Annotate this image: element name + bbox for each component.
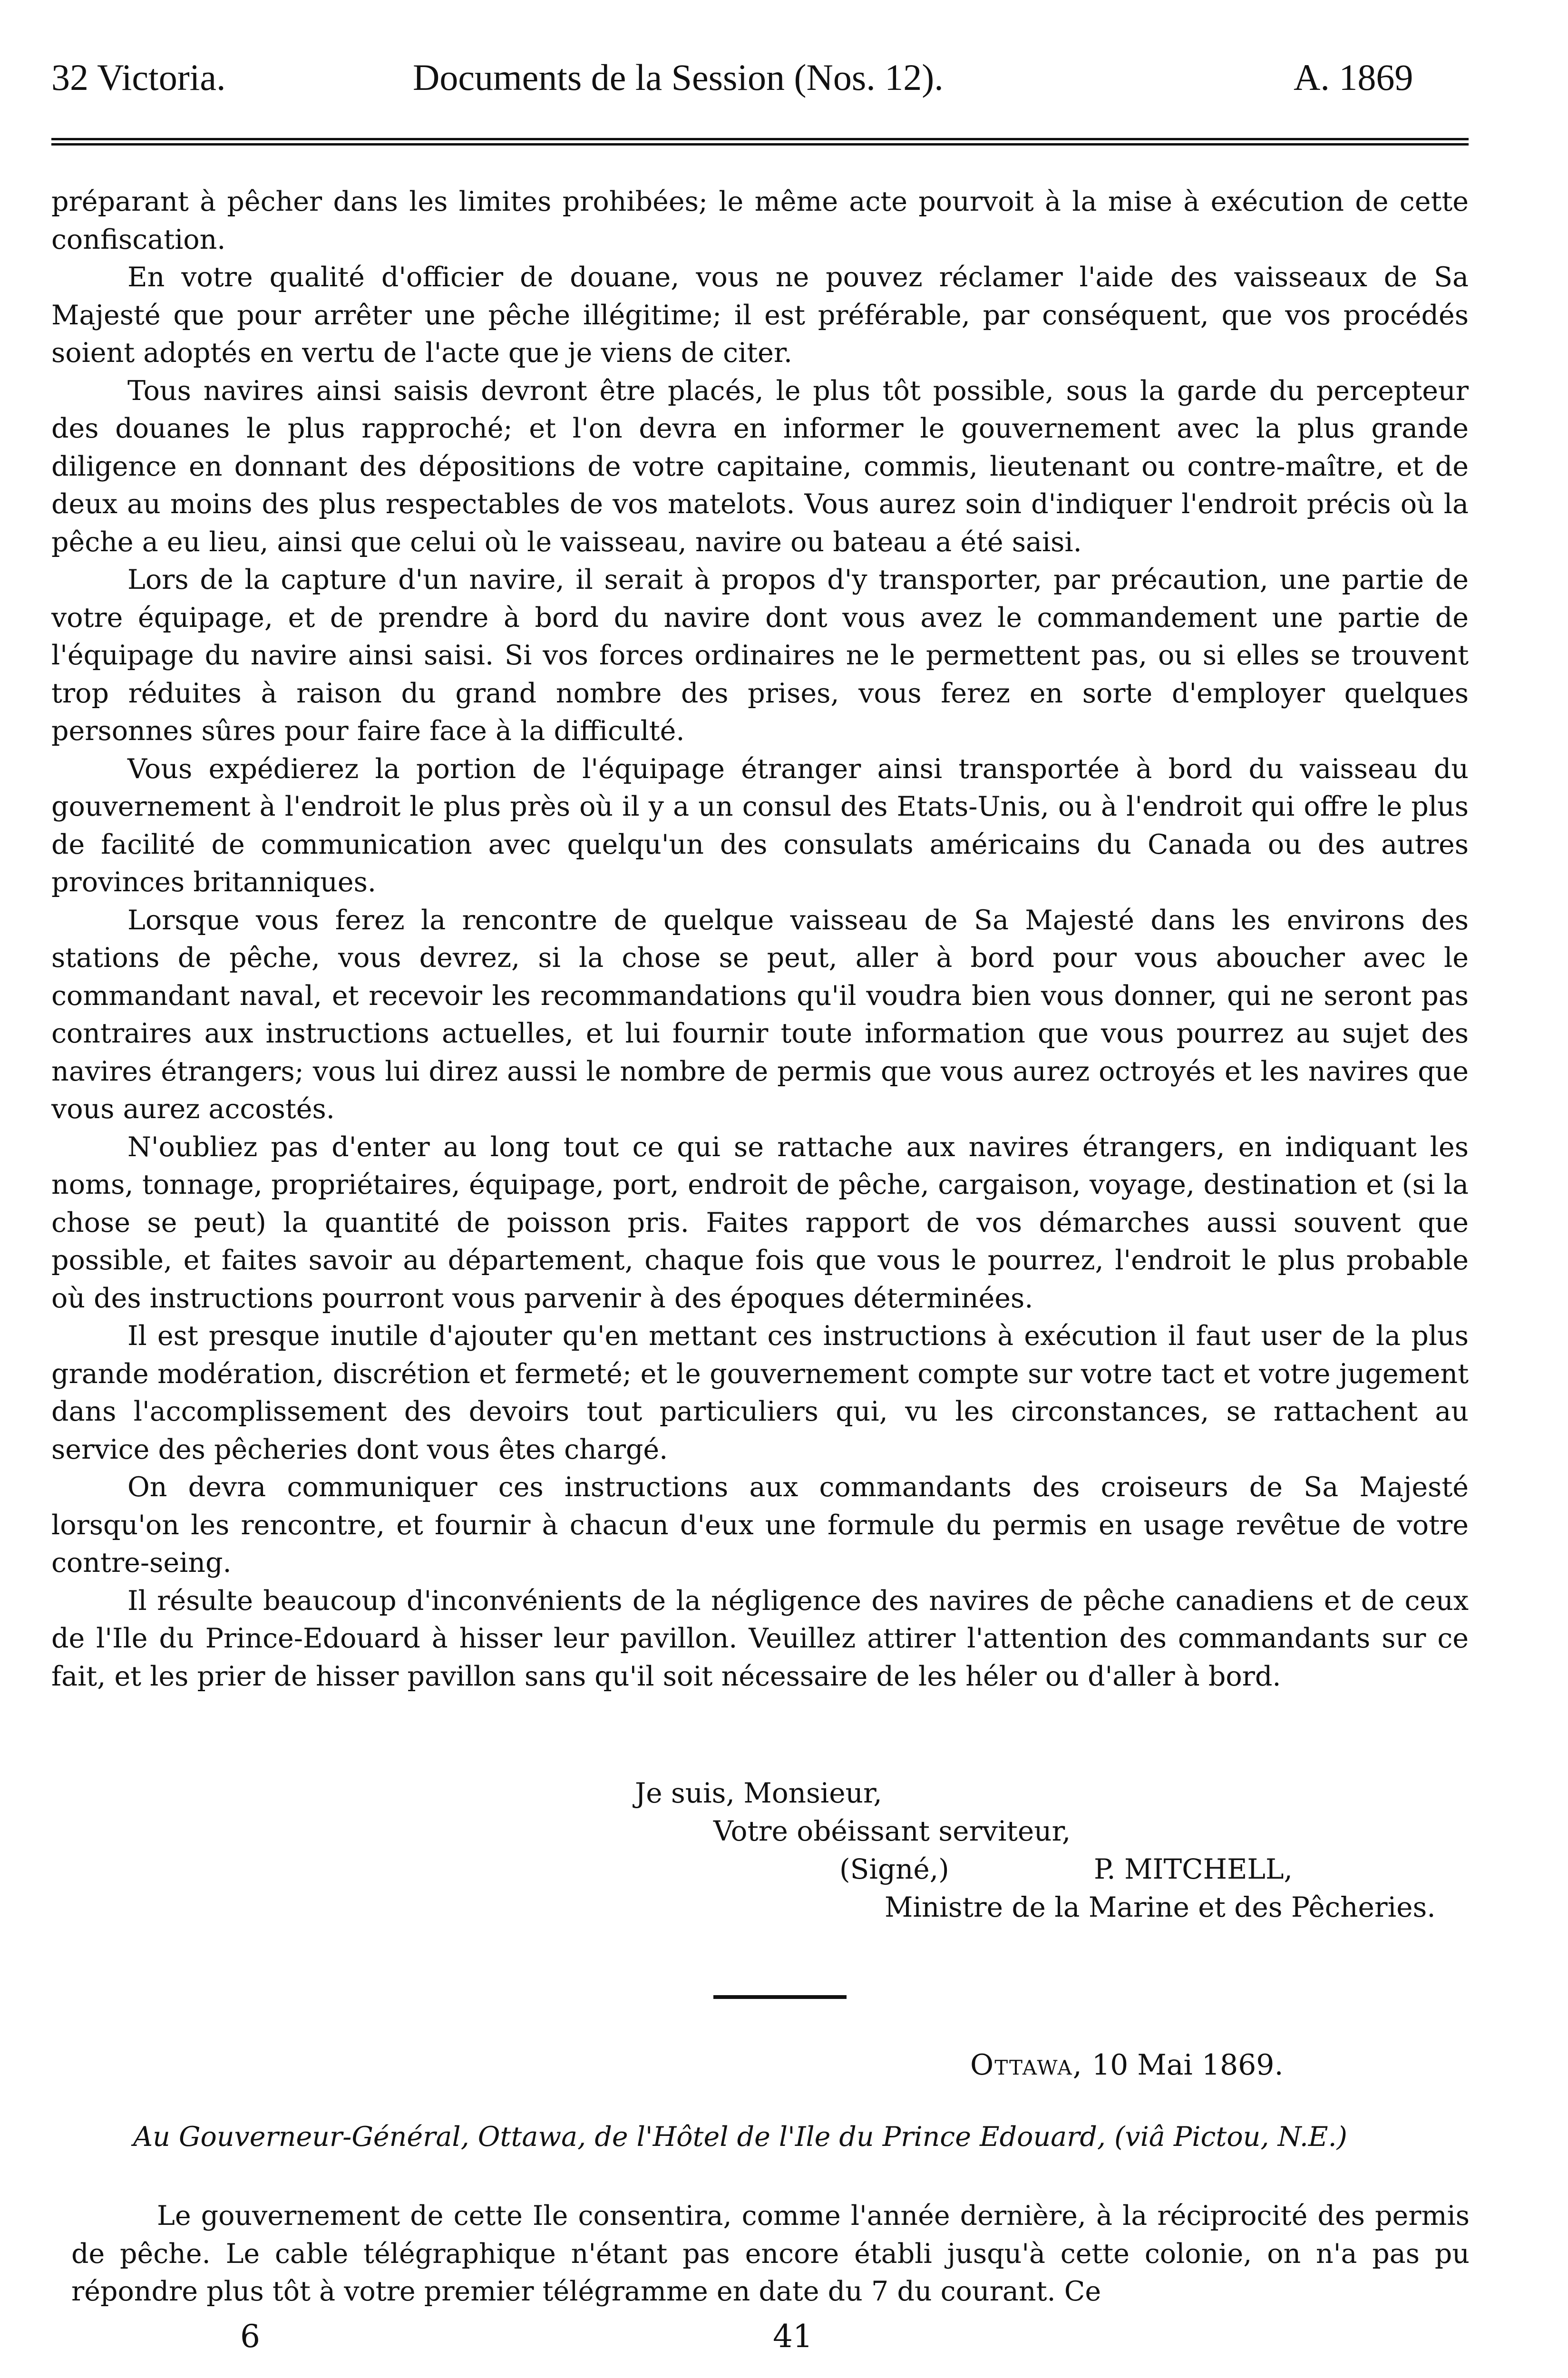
letter-body (51, 183, 1469, 1696)
closing-line: Votre obéissant serviteur, (713, 1815, 1071, 1847)
paragraph: Il est presque inutile d'ajouter qu'en mettant ces instructions à exécution il faut user de la plus grande modération, discrétion et fermeté; et le gouvernement compte sur votre tact et votre jugement dans l'accomplissement des devoirs tout particuliers qui, vu les circonstances, se rattachent au service des pêcheries dont vous êtes chargé. (51, 1320, 1469, 1465)
signed-mark: (Signé,) (839, 1853, 949, 1885)
closing-line: Je suis, Monsieur, (635, 1777, 882, 1809)
signature-mark: 6 (240, 2318, 260, 2355)
telegram-place: Ottawa, (970, 2048, 1083, 2082)
paragraph: Tous navires ainsi saisis devront être placés, le plus tôt possible, sous la garde du percepteur des douanes le plus rapproché; et l'on devra en informer le gouvernement avec la plus grande diligence en donnant des dépositions de votre capitaine, commis, lieutenant ou contre-maître, et de deux au moins des plus respectables de vos matelots. Vous aurez soin d'indiquer l'endroit précis où la pêche a eu lieu, ainsi que celui où le vaisseau, navire ou bateau a été saisi. (51, 375, 1469, 558)
header-rule-bottom (51, 143, 1469, 146)
paragraph: Lorsque vous ferez la rencontre de quelque vaisseau de Sa Majesté dans les environs des stations de pêche, vous devrez, si la chose se peut, aller à bord pour vous aboucher avec le commandant naval, et recevoir les recommandations qu'il voudra bien vous donner, qui ne seront pas contraires aux instructions actuelles, et lui fournir toute information que vous pourrez au sujet des navires étrangers; vous lui direz aussi le nombre de permis que vous aurez octroyés et les navires que vous aurez accostés. (51, 904, 1469, 1125)
paragraph: Lors de la capture d'un navire, il serait à propos d'y transporter, par précaution, une partie de votre équipage, et de prendre à bord du navire dont vous avez le commandement une partie de l'équipage du navire ainsi saisi. Si vos forces ordinaires ne le permettent pas, ou si elles se trouvent trop réduites à raison du grand nombre des prises, vous ferez en sorte d'employer quelques personnes sûres pour faire face à la difficulté. (51, 564, 1469, 747)
header-title: Documents de la Session (Nos. 12). (413, 57, 944, 98)
page-number: 41 (773, 2318, 813, 2355)
paragraph: N'oubliez pas d'enter au long tout ce qui se rattache aux navires étrangers, en indiquant les noms, tonnage, propriétaires, équipage, port, endroit de pêche, cargaison, voyage, destination et (si la chose se peut) la quantité de poisson pris. Faites rapport de vos démarches aussi souvent que possible, et faites savoir au département, chaque fois que vous le pourrez, l'endroit le plus probable où des instructions pourront vous parvenir à des époques déterminées. (51, 1131, 1469, 1314)
telegram-dateline (970, 2044, 1284, 2086)
telegram-address: Au Gouverneur-Général, Ottawa, de l'Hôtel de l'Ile du Prince Edouard, (viâ Pictou, N.E.) (133, 2121, 1347, 2153)
signatory-name: P. MITCHELL, (1094, 1853, 1293, 1885)
telegram-date: 10 Mai 1869. (1091, 2048, 1284, 2082)
paragraph: On devra communiquer ces instructions aux commandants des croiseurs de Sa Majesté lorsqu'on les rencontre, et fournir à chacun d'eux une formule du permis en usage revêtue de votre contre-seing. (51, 1472, 1469, 1579)
section-divider (713, 1995, 847, 1999)
telegram-body (71, 2197, 1470, 2311)
header-volume: 32 Victoria. (51, 57, 226, 98)
paragraph: préparant à pêcher dans les limites prohibées; le même acte pourvoit à la mise à exécution de cette confiscation. (51, 186, 1469, 255)
paragraph: En votre qualité d'officier de douane, vous ne pouvez réclamer l'aide des vaisseaux de Sa Majesté que pour arrêter une pêche illégitime; il est préférable, par conséquent, que vos procédés soient adoptés en vertu de l'acte que je viens de citer. (51, 262, 1469, 369)
paragraph: Il résulte beaucoup d'inconvénients de la négligence des navires de pêche canadiens et de ceux de l'Ile du Prince-Edouard à hisser leur pavillon. Veuillez attirer l'attention des commandants sur ce fait, et les prier de hisser pavillon sans qu'il soit nécessaire de les héler ou d'aller à bord. (51, 1585, 1469, 1692)
paragraph: Le gouvernement de cette Ile consentira, comme l'année dernière, à la réciprocité des permis de pêche. Le cable télégraphique n'étant pas encore établi jusqu'à cette colonie, on n'a pas pu répondre plus tôt à votre premier télégramme en date du 7 du courant. Ce (71, 2200, 1470, 2307)
signatory-title: Ministre de la Marine et des Pêcheries. (885, 1891, 1436, 1923)
paragraph: Vous expédierez la portion de l'équipage étranger ainsi transportée à bord du vaisseau du gouvernement à l'endroit le plus près où il y a un consul des Etats-Unis, ou à l'endroit qui offre le plus de facilité de communication avec quelqu'un des consulats américains du Canada ou des autres provinces britanniques. (51, 753, 1469, 898)
header-rule-top (51, 138, 1469, 140)
header-year: A. 1869 (1294, 57, 1413, 98)
